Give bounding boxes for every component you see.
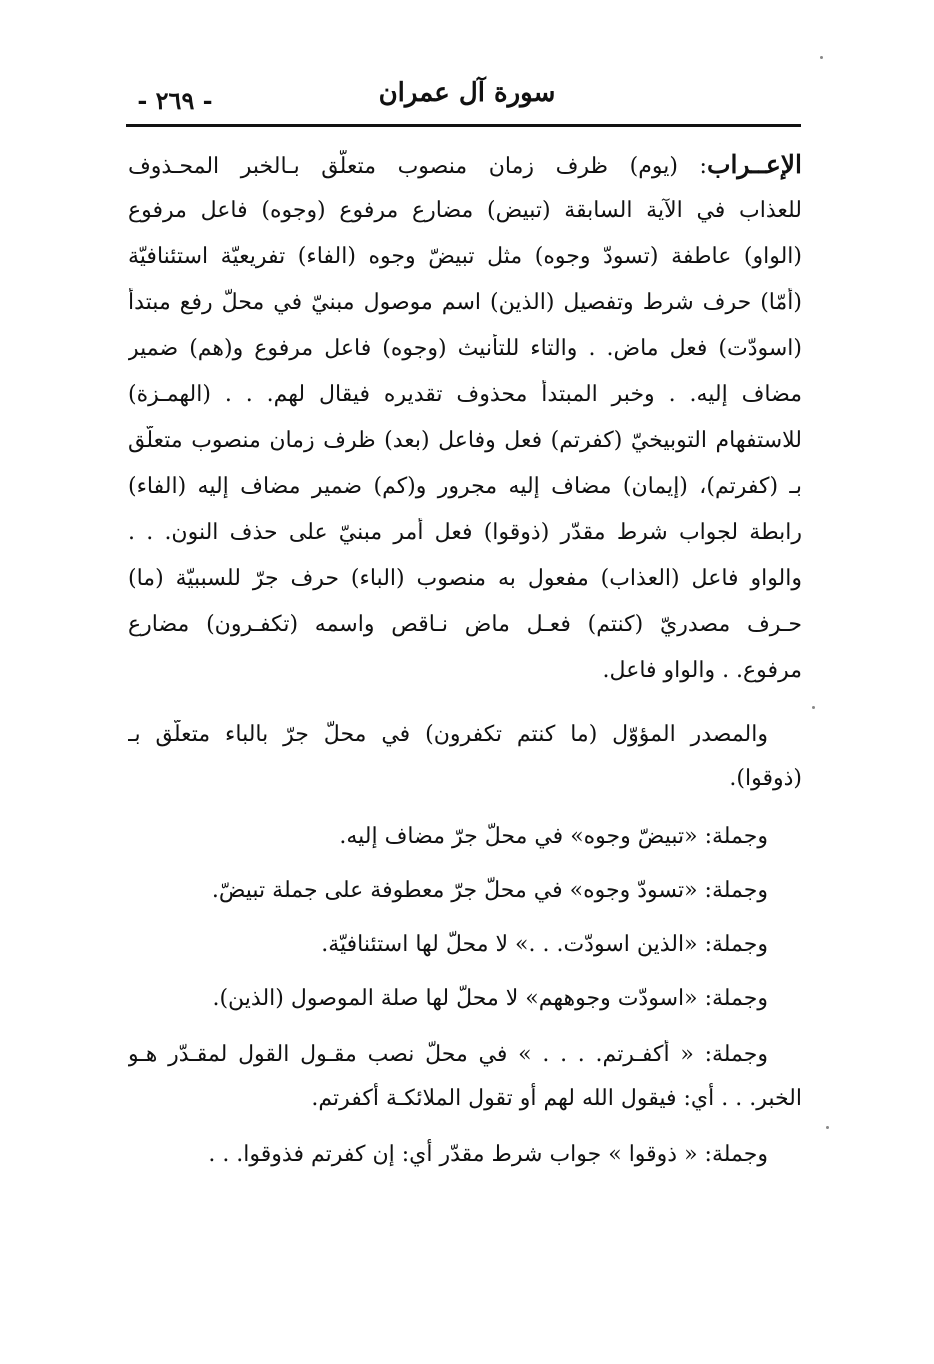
paragraph-line-4: (أمّا) حرف شرط وتفصيل (الذين) اسم موصول مبنيّ في محلّ رفع مبتدأ — [128, 290, 802, 315]
paragraph-line-6: مضاف إليه. . وخبر المبتدأ محذوف تقديره فيقال لهم. . . (الهمـزة) — [128, 382, 802, 407]
jumla-line-2: وجملة: «تسودّ وجوه» في محلّ جرّ معطوفة على جملة تبيضّ. — [211, 878, 768, 903]
header-divider — [126, 124, 801, 127]
paragraph-line-3: (الواو) عاطفة (تسودّ وجوه) مثل تبيضّ وجوه (الفاء) تفريعيّة استئنافيّة — [128, 244, 802, 269]
scan-speck — [826, 1126, 829, 1129]
paragraph-line-1-text: : (يوم) ظرف زمان منصوب متعلّق بـالخبر المحـذوف — [128, 154, 707, 179]
masdar-line-1: والمصدر المؤوّل (ما كنتم تكفرون) في محلّ جرّ بالباء متعلّق بـ — [128, 722, 768, 747]
scan-speck — [812, 706, 815, 709]
paragraph-line-10: والواو فاعل (العذاب) مفعول به منصوب (الباء) حرف جرّ للسببيّة (ما) — [128, 566, 802, 591]
irab-label: الإعــراب — [706, 150, 802, 179]
masdar-line-2: (ذوقوا). — [729, 766, 802, 791]
jumla-line-5: وجملة: « أكفـرتم. . . . » في محلّ نصب مقـول القول لمقـدّر هـو — [128, 1042, 768, 1067]
paragraph-line-9: رابطة لجواب شرط مقدّر (ذوقوا) فعل أمر مبنيّ على حذف النون. . . — [128, 520, 802, 545]
paragraph-line-8: بـ (كفرتم)، (إيمان) مضاف إليه مجرور و(كم) ضمير مضاف إليه (الفاء) — [128, 474, 802, 499]
paragraph-line-11: حـرف مصدريّ (كنتم) فعـل ماض نـاقص واسمه (تكفـرون) مضارع — [128, 612, 802, 637]
paragraph-line-12: مرفوع. . والواو فاعل. — [602, 658, 802, 683]
jumla-line-7: وجملة: « ذوقوا » جواب شرط مقدّر أي: إن كفرتم فذوقوا. . . — [208, 1142, 768, 1167]
paragraph-line-1 — [128, 150, 802, 182]
jumla-line-6: الخبر. . . أي: فيقول الله لهم أو تقول الملائكـة أكفرتم. — [311, 1086, 802, 1111]
jumla-line-3: وجملة: «الذين اسودّت. . .» لا محلّ لها استئنافيّة. — [321, 932, 768, 957]
paragraph-line-5: (اسودّت) فعل ماض. . والتاء للتأنيث (وجوه) فاعل مرفوع و(هم) ضمير — [128, 336, 802, 361]
jumla-line-4: وجملة: «اسودّت وجوههم» لا محلّ لها صلة الموصول (الذين). — [212, 986, 768, 1011]
page-number: - ٢٦٩ - — [137, 86, 213, 115]
scan-speck — [820, 56, 823, 59]
jumla-line-1: وجملة: «تبيضّ وجوه» في محلّ جرّ مضاف إليه. — [339, 824, 768, 849]
paragraph-line-7: للاستفهام التوبيخيّ (كفرتم) فعل وفاعل (بعد) ظرف زمان منصوب متعلّق — [128, 428, 802, 453]
paragraph-line-2: للعذاب في الآية السابقة (تبيض) مضارع مرفوع (وجوه) فاعل مرفوع — [128, 198, 802, 223]
surah-title: سورة آل عمران — [378, 78, 556, 108]
